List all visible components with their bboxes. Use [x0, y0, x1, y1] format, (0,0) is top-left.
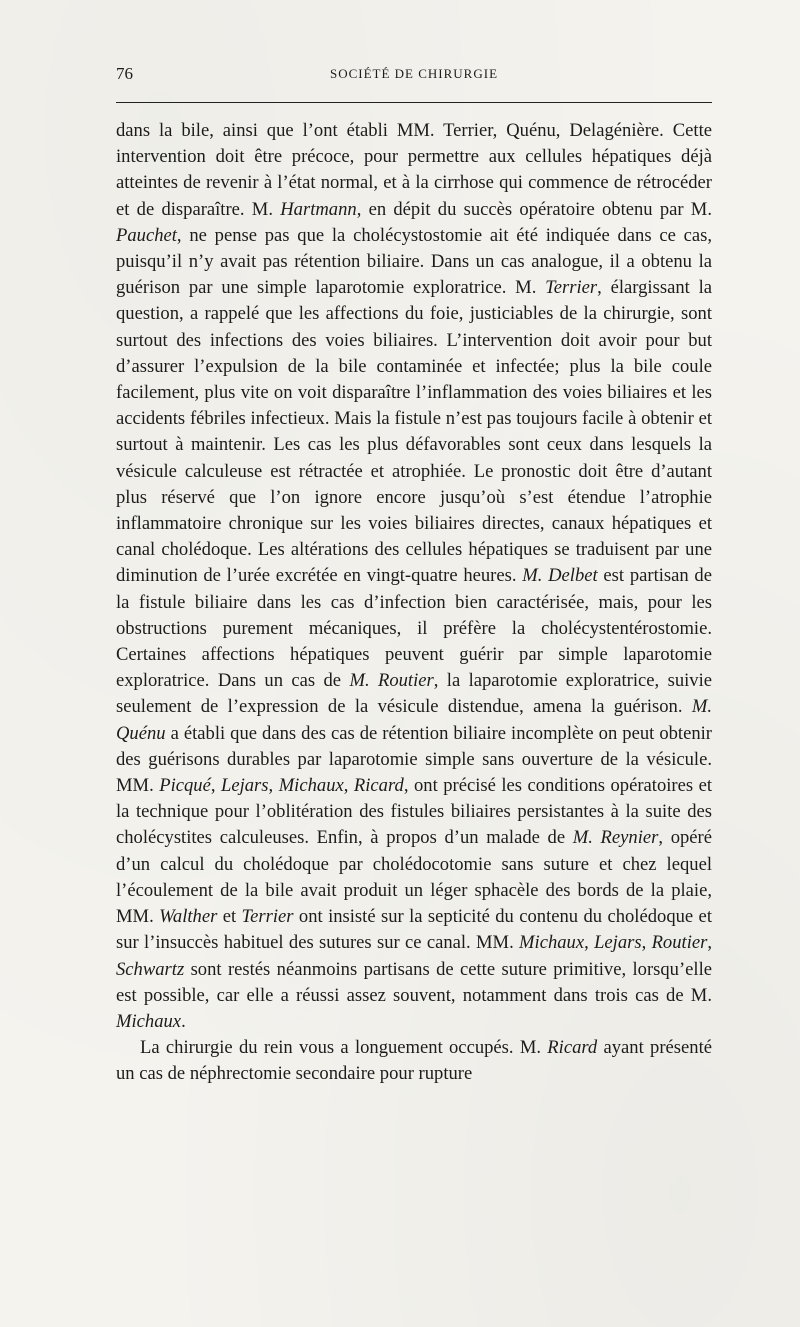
italic-name: Lejars [594, 932, 642, 954]
text-run: , en dépit du succès opératoire obtenu par M. [356, 198, 712, 220]
page-number: 76 [116, 64, 133, 83]
text-run: ayant présenté un cas de néphrectomie secondaire pour rupture [116, 1037, 712, 1085]
italic-name: Michaux [519, 932, 585, 954]
text-run: dans la bile, ainsi que l’ont établi MM. Terrier, Quénu, Delagénière. Cette intervention doit être précoce, pour permettre aux cellules hépatiques déjà atteintes de revenir à l’état normal, et à la cirrhose qui commence de rétrocéder et de disparaître. M. [116, 120, 712, 220]
italic-name: Ricard [547, 1037, 598, 1059]
running-title: SOCIÉTÉ DE CHIRURGIE [329, 66, 499, 81]
text-run: . [181, 1010, 186, 1032]
italic-name: M. Quénu [116, 696, 712, 744]
italic-name: M. Routier [349, 670, 434, 692]
text-run: , [707, 932, 713, 954]
text-run: a établi que dans des cas de rétention biliaire incomplète on peut obtenir des guérisons durables par laparotomie simple sans ouverture de la vésicule. MM. [116, 722, 712, 797]
text-run: ont insisté sur la septicité du contenu du cholédoque et sur l’insuccès habituel des sutures sur ce canal. MM. [116, 906, 712, 954]
text-run: , [584, 932, 595, 954]
italic-name: Terrier [241, 906, 294, 928]
italic-name: Picqué [159, 775, 211, 797]
text-run: , [641, 932, 652, 954]
italic-name: Terrier [545, 277, 598, 299]
text-run: est partisan de la fistule biliaire dans les cas d’infection bien caractérisée, mais, pour les obstructions purement mécaniques, il préfère la cholécystentérostomie. Certaines affections hépatiques peuvent guérir par simple laparotomie exploratrice. Dans un cas de [116, 565, 712, 692]
italic-name: Lejars [221, 775, 269, 797]
page-header [116, 64, 712, 88]
text-run: , ne pense pas que la cholécystostomie ait été indiquée dans ce cas, puisqu’il n’y avait pas rétention biliaire. Dans un cas analogue, il a obtenu la guérison par une simple laparotomie exploratrice. M. [116, 224, 712, 299]
text-run: , [210, 775, 221, 797]
italic-name: Pauchet [116, 224, 177, 246]
paragraph-1 [116, 118, 712, 1035]
text-run: La chirurgie du rein vous a longuement occupés. M. [140, 1037, 548, 1059]
italic-name: Routier [651, 932, 708, 954]
italic-name: Ricard [353, 775, 404, 797]
italic-name: Walther [159, 906, 218, 928]
italic-name: M. Delbet [522, 565, 598, 587]
italic-name: M. Reynier [572, 827, 659, 849]
italic-name: Schwartz [116, 958, 185, 980]
body-text [116, 118, 712, 1088]
italic-name: Michaux [116, 1010, 182, 1032]
text-run: , opéré d’un calcul du cholédoque par cholédocotomie sans suture et chez lequel l’écoulement de la bile avait produit un léger sphacèle des bords de la plaie, MM. [116, 827, 712, 928]
text-run: sont restés néanmoins partisans de cette suture primitive, lorsqu’elle est possible, car elle a réussi assez souvent, notamment dans trois cas de M. [116, 958, 712, 1006]
text-run: , élargissant la question, a rappelé que les affections du foie, justiciables de la chirurgie, sont surtout des infections des voies biliaires. L’intervention doit avoir pour but d’assurer l’expulsion de la bile contaminée et infectée; plus la bile coule facilement, plus vite on voit disparaître l’inflammation des voies biliaires et les accidents fébriles infectieux. Mais la fistule n’est pas toujours facile à obtenir et surtout à maintenir. Les cas les plus défavorables sont ceux dans lesquels la vésicule calculeuse est rétractée et atrophiée. Le pronostic doit être d’autant plus réservé que l’on ignore encore jusqu’où s’est étendue l’atrophie inflammatoire chronique sur les voies biliaires directes, canaux hépatiques et canal cholédoque. Les altérations des cellules hépatiques se traduisent par une diminution de l’urée excrétée en vingt-quatre heures. [116, 277, 712, 587]
italic-name: Hartmann [280, 198, 357, 220]
text-run: , [343, 775, 354, 797]
header-rule [116, 102, 712, 103]
text-run: et [217, 906, 242, 928]
text-run: , [268, 775, 279, 797]
italic-name: Michaux [278, 775, 344, 797]
text-run: , la laparotomie exploratrice, suivie seulement de l’expression de la vésicule distendue, amena la guérison. [116, 670, 712, 718]
text-run: , ont précisé les conditions opératoires et la technique pour l’oblitération des fistules biliaires persistantes à la suite des cholécystites calculeuses. Enfin, à propos d’un malade de [116, 775, 713, 849]
paragraph-2 [116, 1035, 712, 1087]
